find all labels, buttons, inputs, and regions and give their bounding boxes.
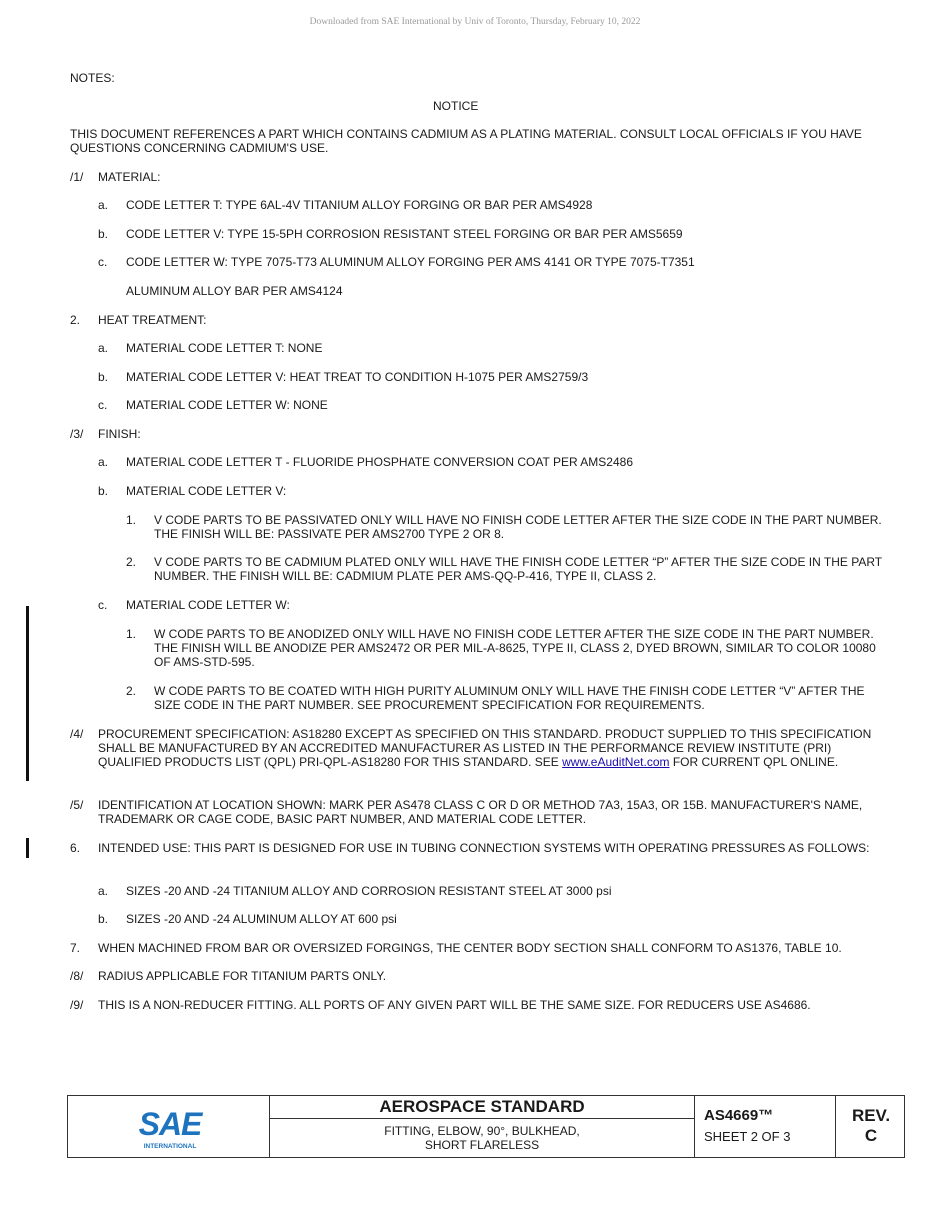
note-number: /8/ [70,969,84,983]
document-number-cell [695,1096,836,1157]
item-text: MATERIAL CODE LETTER V: [126,484,287,498]
item-text: CODE LETTER V: TYPE 15-5PH CORROSION RESISTANT STEEL FORGING OR BAR PER AMS5659 [126,227,683,241]
sae-logo [135,1105,205,1151]
item-text: CODE LETTER W: TYPE 7075-T73 ALUMINUM ALLOY FORGING PER AMS 4141 OR TYPE 7075-T7351 [126,255,695,269]
notes-heading: NOTES: [70,71,115,85]
subitem-number: 1. [126,627,137,641]
item-letter: b. [98,912,109,926]
note-1c-continuation: ALUMINUM ALLOY BAR PER AMS4124 [126,284,343,298]
note-text: THIS IS A NON-REDUCER FITTING. ALL PORTS OF ANY GIVEN PART WILL BE THE SAME SIZE. FOR REDUCERS USE AS4686. [98,998,811,1012]
eauditnet-link[interactable]: www.eAuditNet.com [562,755,670,769]
subitem-number: 2. [126,555,137,569]
item-letter: b. [98,227,109,241]
subitem-number: 2. [126,684,137,698]
note-number: /9/ [70,998,84,1012]
item-text: SIZES -20 AND -24 TITANIUM ALLOY AND CORROSION RESISTANT STEEL AT 3000 psi [126,884,612,898]
note-4-text-before: PROCUREMENT SPECIFICATION: AS18280 EXCEPT AS SPECIFIED ON THIS STANDARD. PRODUCT SUPPLIED TO THIS SPECIFICATION SHALL BE MANUFACTURED BY AN ACCREDITED MANUFACTURER AS LISTED IN THE PERFORMANCE REVIEW INSTITUTE (PRI) QUALIFIED PRODUCTS LIST (QPL) PRI-QPL-AS18280 FOR THIS STANDARD. SEE [98,727,872,769]
note-number: 2. [70,313,81,327]
note-text: IDENTIFICATION AT LOCATION SHOWN: MARK PER AS478 CLASS C OR D OR METHOD 7A3, 15A3, OR 15B. MANUFACTURER'S NAME, TRADEMARK OR CAGE CODE, BASIC PART NUMBER, AND MATERIAL CODE LETTER. [98,798,863,826]
subitem-text: V CODE PARTS TO BE CADMIUM PLATED ONLY WILL HAVE THE FINISH CODE LETTER “P” AFTER THE SIZE CODE IN THE PART NUMBER. THE FINISH WILL BE: CADMIUM PLATE PER AMS-QQ-P-416, TYPE II, CLASS 2. [154,555,882,583]
notice-heading: NOTICE [433,99,479,113]
item-letter: c. [98,398,108,412]
revision-cell [836,1096,906,1157]
note-number: /1/ [70,170,84,184]
item-letter: a. [98,341,109,355]
item-text: CODE LETTER T: TYPE 6AL-4V TITANIUM ALLOY FORGING OR BAR PER AMS4928 [126,198,593,212]
download-note: Downloaded from SAE International by Univ of Toronto, Thursday, February 10, 2022 [309,17,641,27]
document-number: AS4669™ [704,1107,774,1124]
title-block [67,1095,905,1158]
note-number: 6. [70,841,81,855]
change-bar [26,606,29,781]
item-letter: b. [98,370,109,384]
subitem-text: W CODE PARTS TO BE COATED WITH HIGH PURITY ALUMINUM ONLY WILL HAVE THE FINISH CODE LETTER “V” AFTER THE SIZE CODE IN THE PART NUMBER. SEE PROCUREMENT SPECIFICATION FOR REQUIREMENTS. [154,684,865,712]
sheet-info: SHEET 2 OF 3 [704,1129,791,1144]
note-text: INTENDED USE: THIS PART IS DESIGNED FOR USE IN TUBING CONNECTION SYSTEMS WITH OPERATING PRESSURES AS FOLLOWS: [98,841,870,855]
note-number: /3/ [70,427,84,441]
notice-text: THIS DOCUMENT REFERENCES A PART WHICH CONTAINS CADMIUM AS A PLATING MATERIAL. CONSULT LOCAL OFFICIALS IF YOU HAVE QUESTIONS CONCERNING CADMIUM'S USE. [70,127,862,155]
item-text: MATERIAL CODE LETTER V: HEAT TREAT TO CONDITION H-1075 PER AMS2759/3 [126,370,589,384]
item-letter: a. [98,455,109,469]
item-text: MATERIAL CODE LETTER W: NONE [126,398,328,412]
item-text: MATERIAL CODE LETTER T: NONE [126,341,323,355]
note-number: 7. [70,941,81,955]
note-title: FINISH: [98,427,141,441]
note-text [98,727,890,769]
sae-logo-subtext: INTERNATIONAL [143,1143,197,1150]
title-cell [270,1096,695,1157]
note-title: MATERIAL: [98,170,161,184]
note-text: RADIUS APPLICABLE FOR TITANIUM PARTS ONLY. [98,969,387,983]
subitem-number: 1. [126,513,137,527]
note-number: /4/ [70,727,84,741]
standard-title: AEROSPACE STANDARD [270,1096,694,1119]
subitem-text: V CODE PARTS TO BE PASSIVATED ONLY WILL HAVE NO FINISH CODE LETTER AFTER THE SIZE CODE IN THE PART NUMBER. THE FINISH WILL BE: PASSIVATE PER AMS2700 TYPE 2 OR 8. [154,513,882,541]
note-number: /5/ [70,798,84,812]
subitem-text: W CODE PARTS TO BE ANODIZED ONLY WILL HAVE NO FINISH CODE LETTER AFTER THE SIZE CODE IN THE PART NUMBER. THE FINISH WILL BE ANODIZE PER AMS2472 OR PER MIL-A-8625, TYPE II, CLASS 2, DYED BROWN, SIMILAR TO COLOR 10080 OF AMS-STD-595. [154,627,876,669]
change-bar [26,838,29,858]
item-letter: c. [98,598,108,612]
note-title: HEAT TREATMENT: [98,313,207,327]
subtitle-line-2: SHORT FLARELESS [424,1138,540,1152]
document-subtitle [270,1124,694,1152]
note-text: WHEN MACHINED FROM BAR OR OVERSIZED FORGINGS, THE CENTER BODY SECTION SHALL CONFORM TO AS1376, TABLE 10. [98,941,842,955]
sae-logo-text: SAE [138,1106,202,1142]
item-letter: a. [98,198,109,212]
item-letter: a. [98,884,109,898]
revision-value: C [864,1126,878,1145]
item-letter: b. [98,484,109,498]
item-text: MATERIAL CODE LETTER T - FLUORIDE PHOSPHATE CONVERSION COAT PER AMS2486 [126,455,633,469]
note-4-text-after: FOR CURRENT QPL ONLINE. [669,755,839,769]
item-letter: c. [98,255,108,269]
logo-cell [68,1096,270,1157]
revision-label: REV. [851,1106,891,1125]
item-text: MATERIAL CODE LETTER W: [126,598,290,612]
subtitle-line-1: FITTING, ELBOW, 90°, BULKHEAD, [384,1124,580,1138]
item-text: SIZES -20 AND -24 ALUMINUM ALLOY AT 600 psi [126,912,397,926]
